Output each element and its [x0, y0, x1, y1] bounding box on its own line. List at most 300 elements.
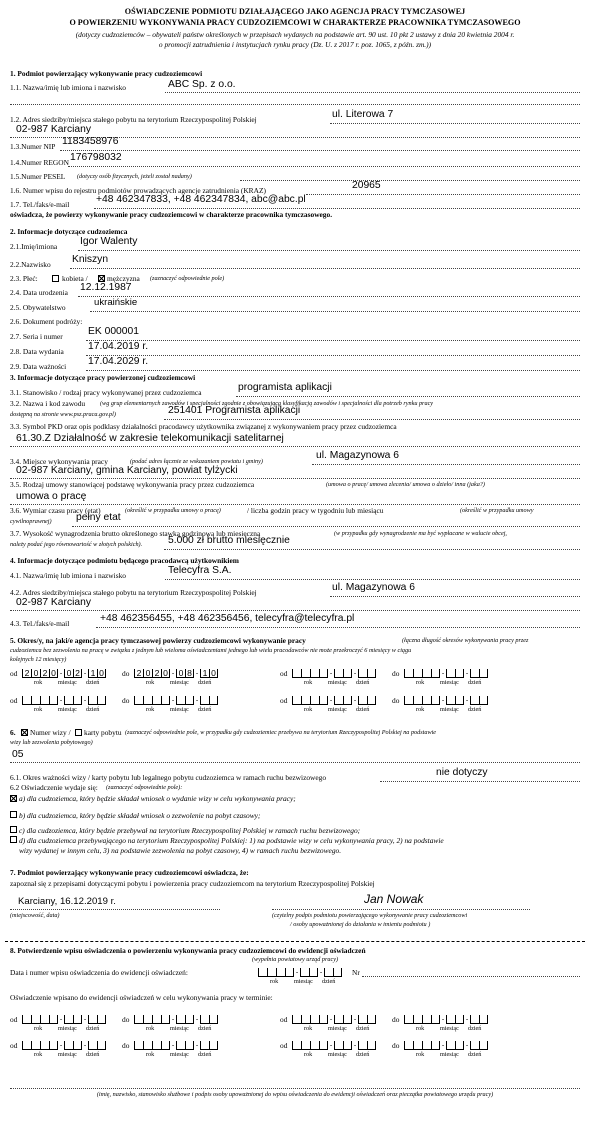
field-2-4-label: 2.4. Data urodzenia — [10, 288, 68, 297]
term-period-1-to[interactable] — [134, 1015, 218, 1024]
field-3-2-value[interactable]: 251401 Programista aplikacji — [168, 405, 301, 416]
term-period-3-from-digit — [22, 1041, 31, 1050]
period-3-from-digit — [88, 696, 97, 705]
term-period-1-to-digit — [134, 1015, 143, 1024]
term-period-3-to-caption: dzień — [198, 1051, 212, 1058]
period-4-to-separator: - — [465, 696, 469, 704]
place-date-caption: (miejscowość, data) — [10, 912, 60, 919]
term-period-1-to-digit — [161, 1015, 170, 1024]
period-1-from-digit: 0 — [64, 669, 73, 678]
term-period-4-to-digit — [413, 1041, 422, 1050]
field-2-7-label: 2.7. Seria i numer — [10, 332, 63, 341]
term-period-1-from-separator: - — [59, 1015, 63, 1023]
term-period-3-from[interactable] — [22, 1041, 106, 1050]
period-3-from-digit — [49, 696, 58, 705]
period-2-to-caption: rok — [416, 679, 425, 686]
term-period-2-od-label: od — [280, 1015, 288, 1024]
term-period-4-to-digit — [431, 1041, 440, 1050]
term-period-4-from-digit — [310, 1041, 319, 1050]
field-3-5-value[interactable]: umowa o pracę — [16, 491, 87, 502]
period-1-from-digit: 0 — [97, 669, 106, 678]
period-4-to-digit — [413, 696, 422, 705]
period-1-from-digit: 2 — [22, 669, 31, 678]
field-1-2-value-a[interactable]: ul. Literowa 7 — [332, 109, 394, 120]
field-2-5-value[interactable]: ukraińskie — [94, 297, 138, 308]
term-period-3-to-digit — [176, 1041, 185, 1050]
registration-date-caption: dzień — [322, 978, 336, 985]
field-4-2-value-a[interactable]: ul. Magazynowa 6 — [332, 582, 415, 593]
period-4-to-digit — [479, 696, 488, 705]
term-period-4-from[interactable] — [292, 1041, 376, 1050]
field-3-5-line — [10, 504, 580, 505]
term-period-3-from-separator: - — [83, 1041, 87, 1049]
term-period-2-from-separator: - — [329, 1015, 333, 1023]
term-period-2-to-caption: dzień — [468, 1025, 482, 1032]
field-1-5-note: (dotyczy osób fizycznych, jeżeli został nadany) — [77, 173, 192, 180]
period-4-od-label: od — [280, 696, 288, 705]
place-date-value[interactable]: Karciany, 16.12.2019 r. — [18, 896, 116, 907]
period-1-from-separator: - — [83, 669, 87, 677]
term-period-3-to-digit — [143, 1041, 152, 1050]
period-1-from-digit: 0 — [31, 669, 40, 678]
registration-date-digit — [300, 968, 309, 977]
term-period-3-from-caption: rok — [34, 1051, 43, 1058]
checkbox-residence-card-label: karty pobytu — [84, 728, 122, 737]
registration-date-digit — [276, 968, 285, 977]
term-period-1-from-digit — [97, 1015, 106, 1024]
period-2-from-digit — [301, 669, 310, 678]
field-1-3-label: 1.3.Numer NIP — [10, 142, 56, 151]
field-1-6-line — [306, 194, 580, 195]
field-3-1-value[interactable]: programista aplikacji — [238, 382, 332, 393]
section3-title: 3. Informacje dotyczące pracy powierzonej cudzoziemcowi — [10, 373, 196, 382]
field-3-4-value-b[interactable]: 02-987 Karciany, gmina Karciany, powiat tylżycki — [16, 465, 238, 476]
section7-text: zapoznał się z przepisami dotyczącymi pobytu i powierzenia pracy cudzoziemcom na terytorium Rzeczypospolitej Polskiej — [10, 879, 375, 888]
period-1-to-digit: 1 — [200, 669, 209, 678]
period-4-do-label: do — [392, 696, 400, 705]
term-period-3-to[interactable] — [134, 1041, 218, 1050]
period-4-from-caption: dzień — [356, 706, 370, 713]
term-period-3-to-digit — [209, 1041, 218, 1050]
term-period-2-to-separator: - — [441, 1015, 445, 1023]
period-1-to-digit: 2 — [134, 669, 143, 678]
field-4-2-line2 — [10, 610, 580, 611]
field-1-5-label: 1.5.Numer PESEL — [10, 172, 66, 181]
field-3-3-value[interactable]: 61.30.Z Działalność w zakresie telekomunikacji satelitarnej — [16, 433, 284, 444]
period-2-to-separator: - — [441, 669, 445, 677]
field-2-8-label: 2.8. Data wydania — [10, 347, 64, 356]
field-3-5-note: (umowa o pracę/ umowa zlecenia/ umowa o dzieło/ inna (jaka?) — [326, 481, 485, 488]
period-4-from-caption: miesiąc — [328, 706, 347, 713]
period-3-do-label: do — [122, 696, 130, 705]
checkbox-option-d[interactable] — [10, 836, 17, 843]
section5-title: 5. Okres/y, na jaki/e agencja pracy tymczasowej powierzy cudzoziemcowi wykonywanie pracy — [10, 636, 306, 645]
term-period-1-do-label: do — [122, 1015, 130, 1024]
field-2-7-value[interactable]: EK 000001 — [88, 326, 139, 337]
field-3-4-line2 — [10, 478, 580, 479]
period-4-to-digit — [404, 696, 413, 705]
term-period-3-to-digit — [200, 1041, 209, 1050]
period-4-from-digit — [319, 696, 328, 705]
field-1-5-line — [240, 180, 580, 181]
term-period-4-from-separator: - — [353, 1041, 357, 1049]
period-1-from-digit: 1 — [88, 669, 97, 678]
term-period-4-to-digit — [446, 1041, 455, 1050]
registration-date-digit — [333, 968, 342, 977]
checkbox-option-c[interactable] — [10, 826, 17, 833]
term-period-2-to-digit — [413, 1015, 422, 1024]
field-3-2-line — [164, 419, 580, 420]
term-period-1-to-caption: rok — [146, 1025, 155, 1032]
field-4-1-line — [165, 579, 580, 580]
field-6-1-value[interactable]: nie dotyczy — [436, 767, 488, 778]
period-3-to-digit — [209, 696, 218, 705]
period-3-to[interactable] — [134, 696, 218, 705]
term-period-2-from-digit — [301, 1015, 310, 1024]
term-period-4-to-digit — [470, 1041, 479, 1050]
field-2-2-line — [70, 268, 580, 269]
term-period-1-to-caption: miesiąc — [170, 1025, 189, 1032]
period-1-to-caption: miesiąc — [170, 679, 189, 686]
field-1-3-value[interactable]: 1183458976 — [62, 136, 119, 147]
term-period-3-from-separator: - — [59, 1041, 63, 1049]
field-3-7-note: (w przypadku gdy wynagrodzenie ma być wypłacane w walucie obcej, — [334, 530, 507, 537]
field-2-1-value[interactable]: Igor Walenty — [80, 236, 138, 247]
period-4-to-caption: dzień — [468, 706, 482, 713]
term-period-3-to-caption: rok — [146, 1051, 155, 1058]
option-d-label-line1: d) dla cudzoziemca przebywającego na terytorium Rzeczypospolitej Polskiej: 1) na podstawie wizy w celu wykonywania pracy, 2) na podstawie — [19, 836, 444, 845]
term-period-2-do-label: do — [392, 1015, 400, 1024]
period-4-from-separator: - — [329, 696, 333, 704]
field-1-2-line — [330, 123, 580, 124]
field-1-1-label: 1.1. Nazwa/imię lub imiona i nazwisko — [10, 83, 126, 92]
checkbox-female-label: kobieta / — [62, 274, 88, 283]
period-4-to-digit — [431, 696, 440, 705]
section8-term-label: Oświadczenie wpisano do ewidencji oświadczeń w celu wykonywania pracy w terminie: — [10, 993, 273, 1002]
period-4-to-caption: rok — [416, 706, 425, 713]
term-period-2-to-digit — [404, 1015, 413, 1024]
field-2-9-line — [86, 370, 580, 371]
period-1-to-digit: 0 — [161, 669, 170, 678]
term-period-4-from-digit — [334, 1041, 343, 1050]
period-1-from[interactable] — [22, 669, 106, 678]
period-1-to-digit: 0 — [143, 669, 152, 678]
term-period-4-from-digit — [358, 1041, 367, 1050]
field-1-7-value[interactable]: +48 462347833, +48 462347834, abc@abc.pl — [96, 194, 306, 205]
term-period-3-from-digit — [73, 1041, 82, 1050]
signature-value[interactable]: Jan Nowak — [364, 892, 424, 906]
term-period-4-to[interactable] — [404, 1041, 488, 1050]
period-3-from-separator: - — [83, 696, 87, 704]
field-1-2-label: 1.2. Adres siedziby/miejsca stałego pobytu na terytorium Rzeczypospolitej Polskiej — [10, 115, 257, 124]
signature-caption-2: / osoby upoważnionej do działania w imieniu podmiotu ) — [290, 921, 431, 928]
registration-date[interactable] — [258, 968, 342, 977]
period-2-from-digit — [310, 669, 319, 678]
term-period-2-from-digit — [358, 1015, 367, 1024]
field-1-4-label: 1.4.Numer REGON — [10, 158, 69, 167]
checkbox-visa-checked[interactable] — [21, 729, 28, 736]
field-3-4-label: 3.4. Miejsce wykonywania pracy — [10, 457, 108, 466]
field-2-5-label: 2.5. Obywatelstwo — [10, 303, 66, 312]
registration-date-digit — [258, 968, 267, 977]
field-4-3-label: 4.3. Tel./faks/e-mail — [10, 619, 70, 628]
term-period-4-to-separator: - — [465, 1041, 469, 1049]
term-period-2-to[interactable] — [404, 1015, 488, 1024]
field-4-2-line — [330, 596, 580, 597]
field-2-1-line — [78, 250, 580, 251]
period-2-from-digit — [367, 669, 376, 678]
term-period-1-from-digit — [40, 1015, 49, 1024]
field-3-7-label: 3.7. Wysokość wynagrodzenia brutto określonego stawką godzinową lub miesięczną — [10, 529, 261, 538]
registration-date-caption: rok — [270, 978, 279, 985]
period-2-to-caption: dzień — [468, 679, 482, 686]
section8-title: 8. Potwierdzenie wpisu oświadczenia o powierzeniu wykonywania pracy cudzoziemcowi do ewidencji oświadczeń — [10, 946, 366, 955]
term-period-2-to-separator: - — [465, 1015, 469, 1023]
period-4-from[interactable] — [292, 696, 376, 705]
field-2-9-value[interactable]: 17.04.2029 r. — [88, 356, 149, 367]
section8-note: (wypełnia powiatowy urząd pracy) — [251, 956, 339, 963]
field-3-4-line — [312, 464, 580, 465]
term-period-2-from-separator: - — [353, 1015, 357, 1023]
section4-title: 4. Informacje dotyczące podmiotu będącego pracodawcą użytkownikiem — [10, 556, 239, 565]
section6-number: 6. — [10, 728, 16, 737]
period-2-to-digit — [479, 669, 488, 678]
term-period-1-to-digit — [176, 1015, 185, 1024]
period-3-from-digit — [97, 696, 106, 705]
term-period-1-from-digit — [88, 1015, 97, 1024]
period-4-to-caption: miesiąc — [440, 706, 459, 713]
option-c-label: c) dla cudzoziemca, który będzie przebywał na terytorium Rzeczypospolitej Polskiej w ramach ruchu bezwizowego; — [19, 826, 361, 835]
term-period-1-to-digit — [143, 1015, 152, 1024]
term-period-4-od-label: od — [280, 1041, 288, 1050]
term-period-1-from-digit — [64, 1015, 73, 1024]
period-4-from-digit — [292, 696, 301, 705]
term-period-2-from-digit — [292, 1015, 301, 1024]
period-3-to-digit — [185, 696, 194, 705]
period-3-to-caption: rok — [146, 706, 155, 713]
field-3-6-value[interactable]: pełny etat — [76, 512, 121, 523]
checkbox-male-checked[interactable] — [98, 275, 105, 282]
field-2-2-label: 2.2.Nazwisko — [10, 260, 51, 269]
field-2-4-value[interactable]: 12.12.1987 — [80, 282, 132, 293]
option-a-label: a) dla cudzoziemca, który będzie składał wniosek o wydanie wizy w celu wykonywania pracy; — [19, 794, 296, 803]
field-1-4-line — [68, 166, 580, 167]
field-3-6-note2: (określić w przypadku umowy — [460, 507, 534, 514]
section8-number-line — [362, 976, 580, 977]
term-period-1-to-separator: - — [195, 1015, 199, 1023]
term-period-4-to-digit — [404, 1041, 413, 1050]
term-period-4-to-digit — [479, 1041, 488, 1050]
period-2-to[interactable] — [404, 669, 488, 678]
period-2-to-separator: - — [465, 669, 469, 677]
field-2-8-value[interactable]: 17.04.2019 r. — [88, 341, 149, 352]
term-period-2-to-digit — [431, 1015, 440, 1024]
field-3-3-label: 3.3. Symbol PKD oraz opis podklasy działalności pracodawcy użytkownika związanej z wykonywaniem pracy przez cudzoziemca — [10, 422, 397, 431]
term-period-4-from-separator: - — [329, 1041, 333, 1049]
period-3-to-digit — [176, 696, 185, 705]
term-period-1-from-digit — [49, 1015, 58, 1024]
signature-line — [272, 909, 530, 910]
period-2-from-digit — [358, 669, 367, 678]
period-1-to[interactable] — [134, 669, 218, 678]
option-b-label: b) dla cudzoziemca, który będzie składał wniosek o zezwolenie na pobyt czasowy; — [19, 811, 261, 820]
term-period-2-from[interactable] — [292, 1015, 376, 1024]
field-2-2-value[interactable]: Kniszyn — [72, 254, 109, 265]
period-3-from-digit — [73, 696, 82, 705]
period-1-to-digit: 0 — [209, 669, 218, 678]
term-period-4-to-digit — [455, 1041, 464, 1050]
period-4-to-digit — [422, 696, 431, 705]
period-1-from-caption: rok — [34, 679, 43, 686]
form-title-line2: O POWIERZENIU WYKONYWANIA PRACY CUDZOZIEMCOWI W CHARAKTERZE PRACOWNIKA TYMCZASOWEGO — [69, 18, 521, 27]
checkbox-female[interactable] — [52, 275, 59, 282]
field-4-1-value[interactable]: Telecyfra S.A. — [168, 565, 232, 576]
term-period-3-from-caption: miesiąc — [58, 1051, 77, 1058]
field-3-4-value-a[interactable]: ul. Magazynowa 6 — [316, 450, 399, 461]
period-1-from-digit: 0 — [49, 669, 58, 678]
period-4-to[interactable] — [404, 696, 488, 705]
term-period-1-from-digit — [73, 1015, 82, 1024]
term-period-3-to-separator: - — [171, 1041, 175, 1049]
period-3-from-digit — [22, 696, 31, 705]
field-3-6-label-b: / liczba godzin pracy w tygodniu lub miesiącu — [247, 506, 384, 515]
term-period-3-to-digit — [161, 1041, 170, 1050]
period-2-to-caption: miesiąc — [440, 679, 459, 686]
period-4-to-separator: - — [441, 696, 445, 704]
signature-caption-1: (czytelny podpis podmiotu powierzającego wykonywanie pracy cudzoziemcowi — [272, 912, 468, 919]
term-period-1-from[interactable] — [22, 1015, 106, 1024]
term-period-1-to-caption: dzień — [198, 1025, 212, 1032]
period-1-from-separator: - — [59, 669, 63, 677]
term-period-4-do-label: do — [392, 1041, 400, 1050]
checkbox-male-label: mężczyzna — [107, 274, 140, 283]
field-3-7-value[interactable]: 5.000 zł brutto miesięcznie — [168, 535, 290, 546]
term-period-1-od-label: od — [10, 1015, 18, 1024]
field-4-3-value[interactable]: +48 462356455, +48 462356456, telecyfra@telecyfra.pl — [100, 613, 355, 624]
period-2-to-digit — [422, 669, 431, 678]
term-period-1-to-digit — [209, 1015, 218, 1024]
term-period-4-to-caption: rok — [416, 1051, 425, 1058]
official-signature-caption: (imię, nazwisko, stanowisko służbowe i podpis osoby upoważnionej do wpisu oświadczenia do ewidencji oświadczeń oraz pieczątka powiatowego urzędu pracy) — [96, 1091, 494, 1098]
field-6-2-label: 6.2 Oświadczenie wydaje się: — [10, 783, 98, 792]
period-1-from-caption: dzień — [86, 679, 100, 686]
period-3-to-separator: - — [171, 696, 175, 704]
field-3-3-line — [10, 446, 580, 447]
period-2-to-digit — [446, 669, 455, 678]
term-period-3-to-caption: miesiąc — [170, 1051, 189, 1058]
field-1-1-value[interactable]: ABC Sp. z o.o. — [168, 79, 236, 90]
field-3-1-label: 3.1. Stanowisko / rodzaj pracy wykonywanej przez cudzoziemca — [10, 388, 202, 397]
period-1-to-digit: 0 — [176, 669, 185, 678]
field-2-8-line — [86, 355, 580, 356]
period-2-from-digit — [319, 669, 328, 678]
field-3-7-note2: należy podać jego równowartość w złotych polskich). — [10, 541, 143, 548]
term-period-4-to-caption: dzień — [468, 1051, 482, 1058]
term-period-3-from-caption: dzień — [86, 1051, 100, 1058]
term-period-4-from-caption: rok — [304, 1051, 313, 1058]
section8-date-number-label: Data i numer wpisu oświadczenia do ewidencji oświadczeń: — [10, 968, 188, 977]
field-1-3-line — [60, 150, 580, 151]
registration-date-digit — [267, 968, 276, 977]
term-period-2-to-digit — [422, 1015, 431, 1024]
period-2-from-separator: - — [329, 669, 333, 677]
period-4-to-digit — [455, 696, 464, 705]
registration-date-digit — [309, 968, 318, 977]
period-3-from[interactable] — [22, 696, 106, 705]
field-3-6-note: (określić w przypadku umowy o pracę) — [125, 507, 221, 514]
section6-note: (zaznaczyć odpowiednie pole, w przypadku gdy cudzoziemiec przebywa na terytorium Rzeczypospolitej Polskiej na podstawie — [125, 729, 437, 736]
field-6-value[interactable]: 05 — [12, 749, 24, 760]
period-3-to-digit — [152, 696, 161, 705]
period-4-from-digit — [301, 696, 310, 705]
term-period-4-from-digit — [301, 1041, 310, 1050]
term-period-2-to-caption: miesiąc — [440, 1025, 459, 1032]
period-3-to-digit — [200, 696, 209, 705]
field-3-6-line — [72, 526, 580, 527]
field-1-4-value[interactable]: 176798032 — [70, 152, 122, 163]
term-period-3-to-digit — [152, 1041, 161, 1050]
period-2-to-digit — [413, 669, 422, 678]
term-period-1-from-caption: miesiąc — [58, 1025, 77, 1032]
section7-title: 7. Podmiot powierzający wykonywanie pracy cudzoziemcowi oświadcza, że: — [10, 868, 249, 877]
section5-note2: cudzoziemca bez zezwolenia na pracę w związku z jednym lub wieloma oświadczeniami jednego lub wielu pracodawców nie może przekroczyć 6 miesięcy w ciągu — [10, 647, 412, 654]
term-period-2-from-digit — [334, 1015, 343, 1024]
period-4-from-digit — [343, 696, 352, 705]
section8-number-label: Nr — [352, 968, 360, 977]
period-2-from[interactable] — [292, 669, 376, 678]
section2-title: 2. Informacje dotyczące cudzoziemca — [10, 227, 128, 236]
field-4-1-label: 4.1. Nazwa/imię lub imiona i nazwisko — [10, 571, 126, 580]
period-1-to-digit: 2 — [152, 669, 161, 678]
period-2-from-caption: rok — [304, 679, 313, 686]
field-4-2-value-b[interactable]: 02-987 Karciany — [16, 597, 91, 608]
period-3-from-caption: miesiąc — [58, 706, 77, 713]
checkbox-option-a-checked[interactable] — [10, 795, 17, 802]
option-d-label-line2: wizy wydanej w innym celu, 3) na podstawie zezwolenia na pobyt czasowy, 4) w ramach ruchu bezwizowego. — [19, 846, 342, 855]
term-period-3-to-separator: - — [195, 1041, 199, 1049]
term-period-3-from-digit — [49, 1041, 58, 1050]
registration-date-separator: - — [319, 968, 323, 976]
term-period-2-from-digit — [367, 1015, 376, 1024]
checkbox-visa-label: Numer wizy / — [30, 728, 71, 737]
period-2-to-digit — [470, 669, 479, 678]
period-4-to-digit — [470, 696, 479, 705]
registration-date-separator: - — [295, 968, 299, 976]
period-4-from-separator: - — [353, 696, 357, 704]
period-1-from-digit: 2 — [73, 669, 82, 678]
field-4-2-label: 4.2. Adres siedziby/miejsca stałego pobytu na terytorium Rzeczypospolitej Polskiej — [10, 588, 257, 597]
period-2-from-digit — [292, 669, 301, 678]
field-2-3-label: 2.3. Płeć: — [10, 274, 38, 283]
term-period-1-from-caption: rok — [34, 1025, 43, 1032]
section6-note2: wizy lub zezwolenia pobytowego) — [10, 739, 93, 746]
term-period-2-to-caption: rok — [416, 1025, 425, 1032]
checkbox-residence-card[interactable] — [75, 729, 82, 736]
field-2-7-line — [86, 340, 580, 341]
term-period-4-from-caption: dzień — [356, 1051, 370, 1058]
period-4-from-digit — [358, 696, 367, 705]
field-1-1-line — [165, 92, 580, 93]
field-1-2-value-b[interactable]: 02-987 Karciany — [16, 124, 91, 135]
field-2-1-label: 2.1.Imię/imiona — [10, 242, 58, 251]
period-2-to-digit — [431, 669, 440, 678]
term-period-3-from-digit — [88, 1041, 97, 1050]
section5-note1: (łączna długość okresów wykonywania pracy przez — [402, 637, 529, 644]
field-1-6-value[interactable]: 20965 — [352, 180, 381, 191]
checkbox-option-b[interactable] — [10, 811, 17, 818]
field-2-5-line — [90, 311, 580, 312]
period-3-to-caption: miesiąc — [170, 706, 189, 713]
